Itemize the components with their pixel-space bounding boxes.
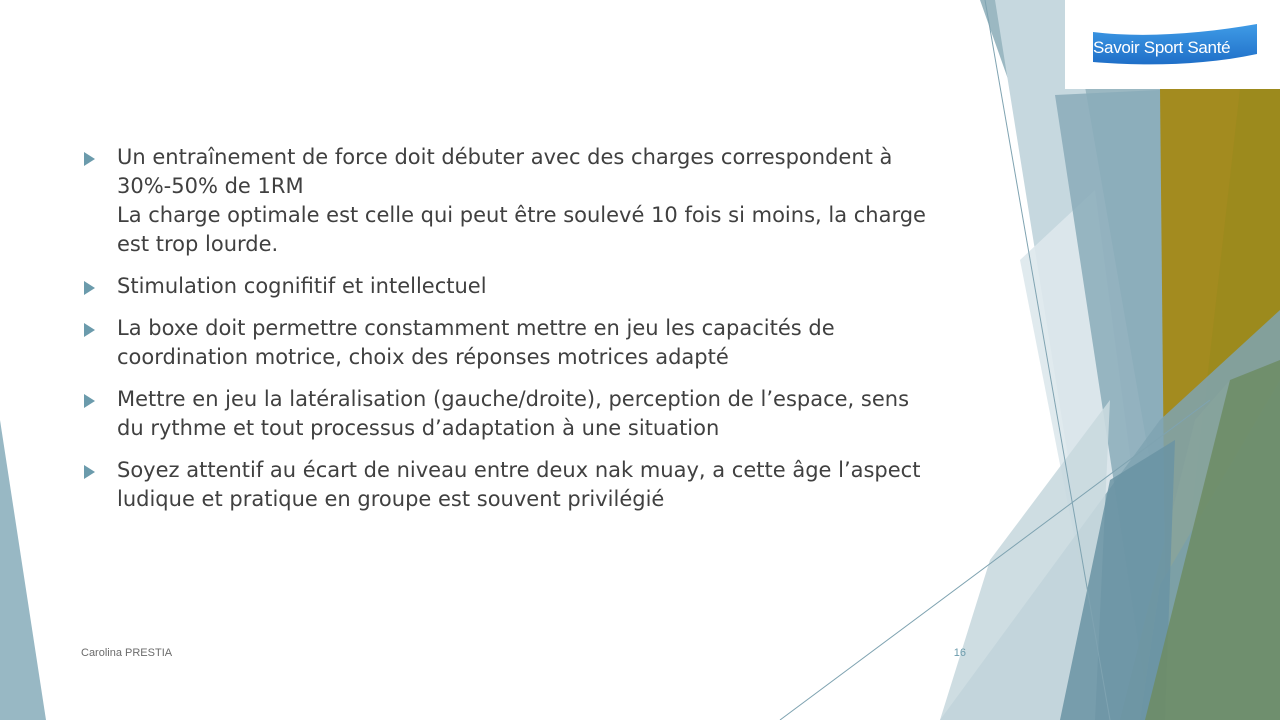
bullet-line: Un entraînement de force doit débuter avec des charges correspondent à — [117, 145, 893, 169]
bullet-item — [80, 143, 960, 259]
bullet-item — [80, 456, 960, 514]
bullet-list — [80, 143, 960, 527]
left-edge-shape — [0, 420, 46, 720]
bullet-line: 30%-50% de 1RM — [117, 174, 304, 198]
bullet-line: La boxe doit permettre constamment mettre en jeu les capacités de — [117, 316, 835, 340]
footer-author: Carolina PRESTIA — [81, 647, 173, 659]
triangle-bullet-icon — [84, 152, 95, 166]
bullet-line: La charge optimale est celle qui peut être soulevé 10 fois si moins, la charge — [117, 203, 926, 227]
bullet-item — [80, 314, 960, 372]
bullet-line: du rythme et tout processus d’adaptation à une situation — [117, 416, 720, 440]
triangle-bullet-icon — [84, 465, 95, 479]
bullet-item — [80, 385, 960, 443]
triangle-bullet-icon — [84, 281, 95, 295]
bullet-line: Soyez attentif au écart de niveau entre deux nak muay, a cette âge l’aspect — [117, 458, 921, 482]
bullet-line: est trop lourde. — [117, 232, 279, 256]
triangle-bullet-icon — [84, 323, 95, 337]
triangle-bullet-icon — [84, 394, 95, 408]
bullet-line: ludique et pratique en groupe est souvent privilégié — [117, 487, 665, 511]
bullet-line: Mettre en jeu la latéralisation (gauche/droite), perception de l’espace, sens — [117, 387, 910, 411]
bullet-item — [80, 272, 960, 301]
bullet-line: Stimulation cognifitif et intellectuel — [117, 274, 487, 298]
bullet-line: coordination motrice, choix des réponses motrices adapté — [117, 345, 729, 369]
logo-text: Savoir Sport Santé — [1093, 38, 1231, 57]
slide-number: 16 — [953, 647, 966, 659]
